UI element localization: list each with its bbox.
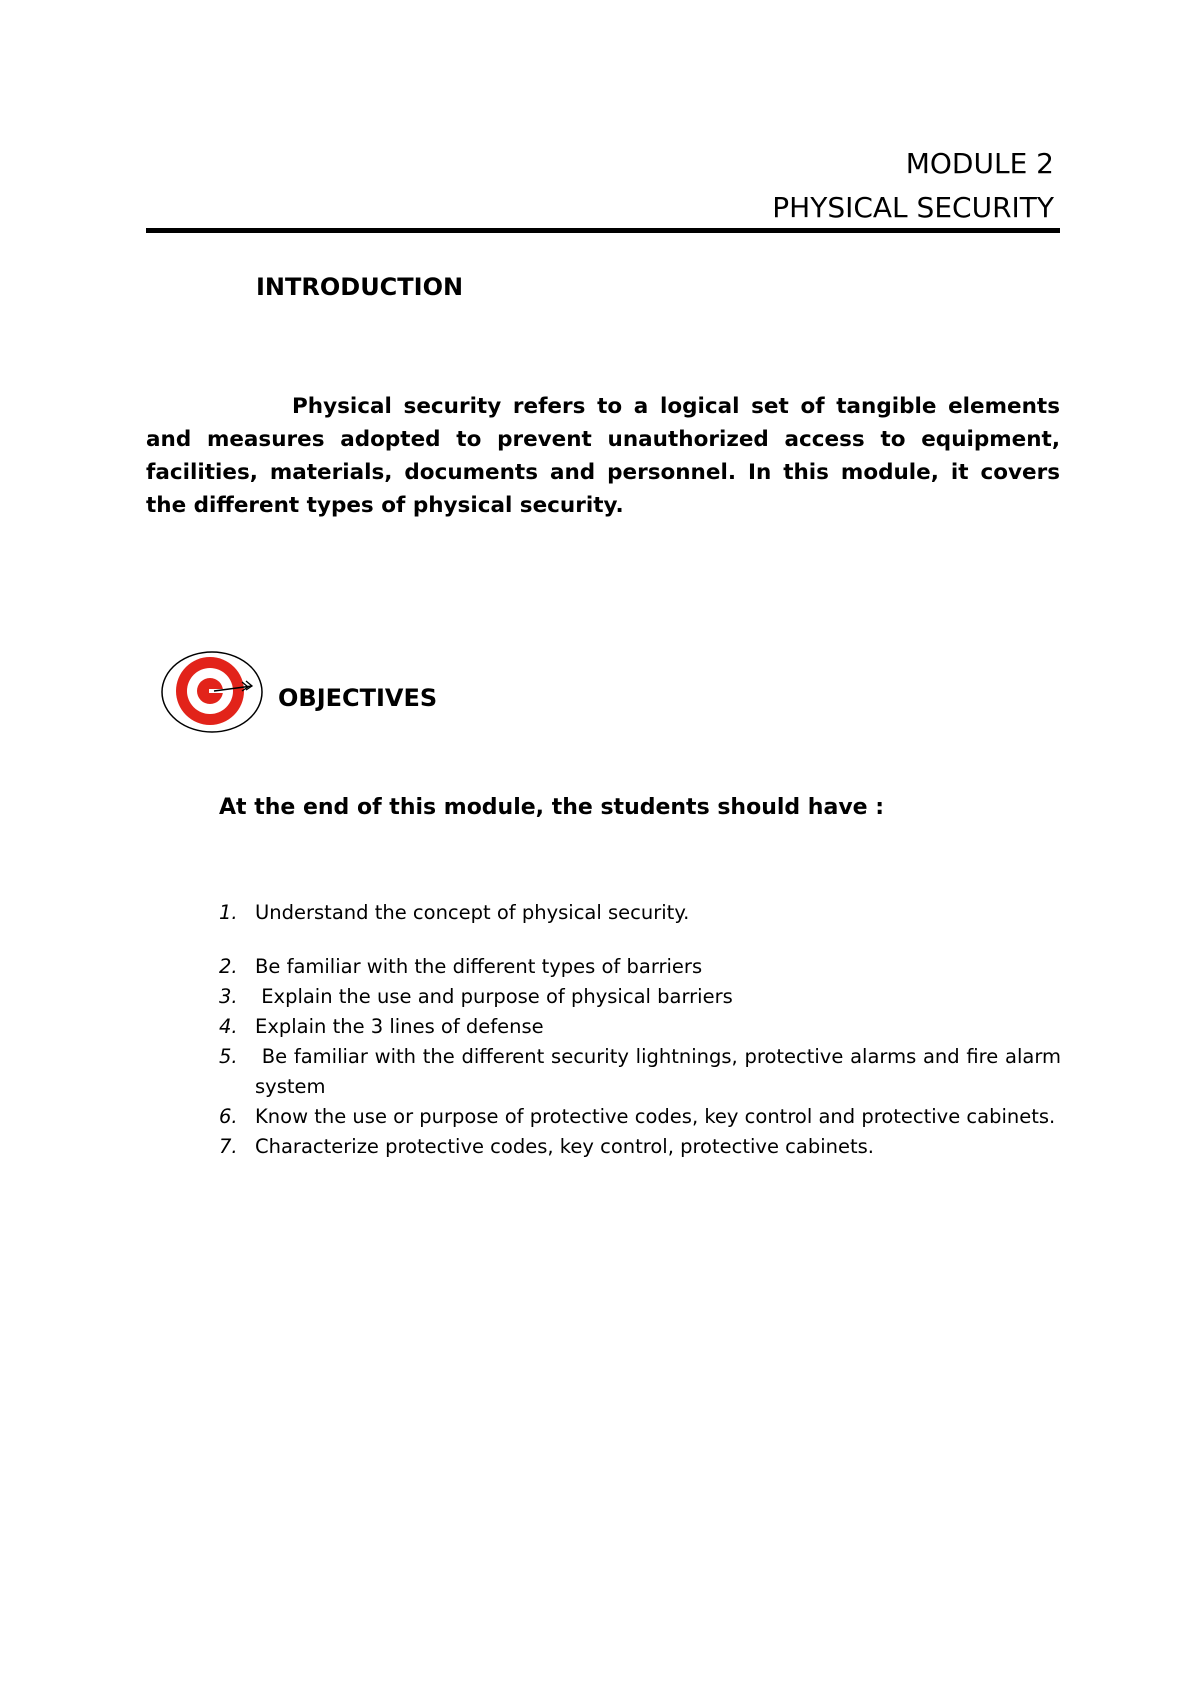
list-item-text: Know the use or purpose of protective codes, key control and protective cabinets.: [255, 1105, 1056, 1128]
header-rule: [146, 228, 1060, 233]
list-item-text: Be familiar with the different security lightnings, protective alarms and fire alarm system: [255, 1045, 1068, 1098]
introduction-heading: INTRODUCTION: [256, 273, 464, 301]
list-item: [219, 1102, 1061, 1132]
list-item-text: Characterize protective codes, key control, protective cabinets.: [255, 1135, 874, 1158]
list-item-text: Understand the concept of physical security.: [255, 901, 690, 924]
list-item-number: 6.: [219, 1105, 238, 1128]
list-item: [219, 952, 1061, 982]
list-item: [219, 1012, 1061, 1042]
introduction-paragraph: Physical security refers to a logical set of tangible elements and measures adopted to prevent unauthorized access to equipment, facilities, materials, documents and personnel. In this module, it covers the different types of physical security.: [146, 394, 1060, 518]
list-item-number: 2.: [219, 955, 238, 978]
list-item-number: 4.: [219, 1015, 238, 1038]
list-item-text: Explain the 3 lines of defense: [255, 1015, 544, 1038]
objectives-lead: At the end of this module, the students should have :: [219, 795, 885, 820]
target-icon: [160, 650, 266, 734]
module-header: [146, 142, 1060, 230]
list-item: [219, 982, 1061, 1012]
list-item: [219, 1042, 1068, 1102]
list-item-number: 3.: [219, 985, 238, 1008]
list-item-number: 7.: [219, 1135, 238, 1158]
list-item-number: 5.: [219, 1045, 238, 1068]
list-item: [219, 898, 1061, 928]
list-item: [219, 1132, 1061, 1162]
list-item-text: Explain the use and purpose of physical barriers: [255, 985, 733, 1008]
module-title: PHYSICAL SECURITY: [772, 191, 1054, 224]
module-number: MODULE 2: [905, 147, 1054, 180]
list-item-number: 1.: [219, 901, 238, 924]
list-item-text: Be familiar with the different types of barriers: [255, 955, 703, 978]
objectives-heading: OBJECTIVES: [278, 684, 438, 712]
objectives-list: [219, 898, 1068, 1162]
